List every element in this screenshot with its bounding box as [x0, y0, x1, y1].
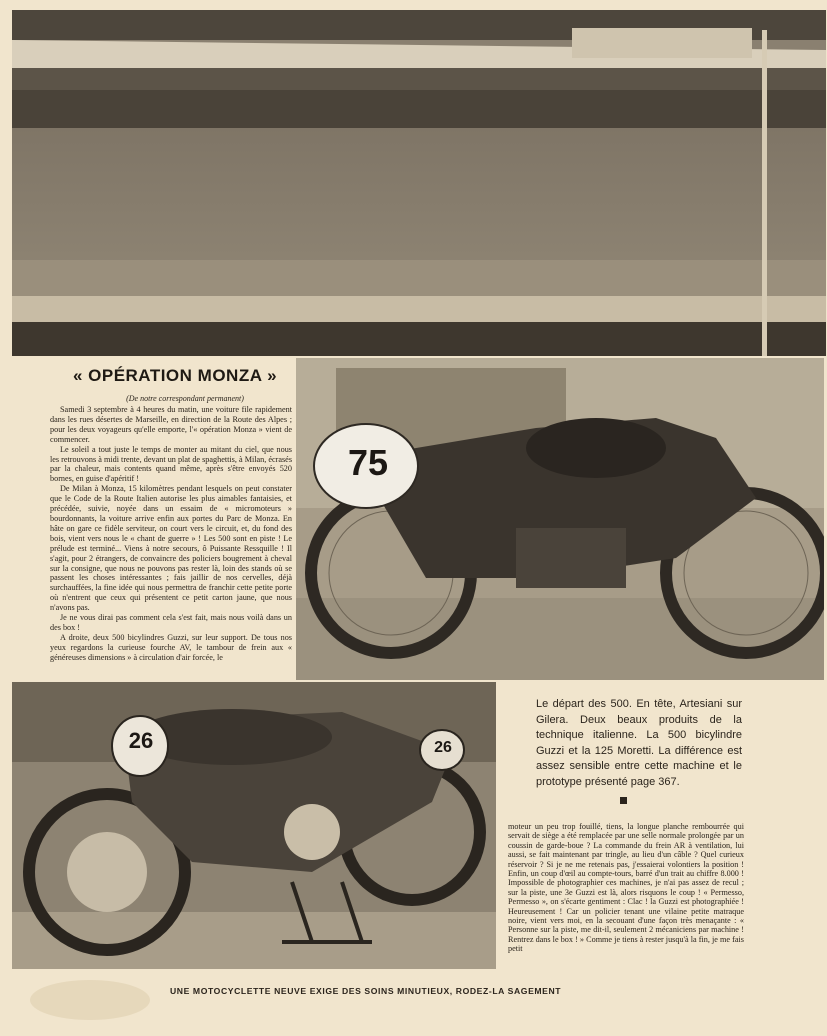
article-paragraph: Le soleil a tout juste le temps de monter au mitant du ciel, que nous les retrouvons à midi trente, devant un plat de spaghettis, à Milan, écrasés par la chaleur, mais contents quand même, après s'être envoyés 520 bornes, en guise d'apéritif ! — [50, 444, 292, 484]
race-start-photo — [12, 10, 826, 356]
article-paragraph: De Milan à Monza, 15 kilomètres pendant lesquels on peut constater que le Code de la Route Italien autorise les plus aimables fantaisies, et précédée, suivie, noyée dans un essaim de « micromoteurs » bourdonnants, la voiture arrive enfin aux portes du Parc de Monza. En hâte on gare ce fidèle serviteur, on court vers le circuit, et, du fond des bois, vient vers nous le « chant de guerre » ! Les 500 sont en piste ! Le prélude est terminé... Viens à notre secours, ô Puissante Ressquille ! Il s'agit, pour 2 étrangers, de convaincre des policiers bougrement à cheval sur la consigne, que nous ne pouvons pas rester là, loin des stands où se passent les choses intéressantes ; fais jaillir de nos cervelles, déjà surchauffées, la fine idée qui nous permettra de franchir cette petite porte où n'entrent que ceux qui présentent ce petit carton jaune, que nous n'avons pas. — [50, 484, 292, 613]
article-body — [50, 405, 292, 663]
motorcycle-75-photo — [296, 358, 824, 680]
article-paragraph: Je ne vous dirai pas comment cela s'est fait, mais nous voilà dans un des box ! — [50, 613, 292, 632]
article-headline: « OPÉRATION MONZA » — [72, 366, 278, 385]
motorcycle-26-photo — [12, 682, 496, 969]
article-paragraph: Samedi 3 septembre à 4 heures du matin, une voiture file rapidement dans les rues désertes de Marseille, en direction de la Route des Alpes ; pour les deux voyageurs qu'elle emporte, l'« opération Monza » vient de commencer. — [50, 405, 292, 444]
footer-slogan: UNE MOTOCYCLETTE NEUVE EXIGE DES SOINS MINUTIEUX, RODEZ-LA SAGEMENT — [170, 986, 562, 996]
race-number-26: 26 — [128, 728, 154, 753]
article-continuation: moteur un peu trop fouillé, tiens, la longue planche rembourrée qui servait de siège a été remplacée par une selle normale prolongée par un coussin de garde-boue ? La commande du frein AR à ventilation, lui aussi, se fait maintenant par tringle, au lieu d'un câble ? Quel curieux réservoir ? Si je ne me retenais pas, j'essaierai volontiers la position ! Enfin, un coup d'œil au compte-tours, barré d'un trait au chiffre 8.000 ! Impossible de photographier ces machines, je n'ai pas assez de recul ; sur la piste, une 3e Guzzi est là, alors risquons le coup ! « Permesso, Permesso », on s'écarte gentiment : Clac ! la Guzzi est photographiée ! Heureusement ! Car un policier tenant une vilaine petite matraque noire, vient vers moi, en la secouant d'une façon très menaçante : « Personne sur la piste, me dit-il, seulement 2 mécaniciens par machine ! Rentrez dans le box ! » Comme je tiens à rester jusqu'à la fin, je me fais petit — [508, 822, 744, 954]
race-number-26-tail: 26 — [434, 739, 452, 756]
photo-caption: Le départ des 500. En tête, Artesiani sur Gilera. Deux beaux produits de la technique italienne. La 500 bicylindre Guzzi et la 125 Moretti. La différence est assez sensible entre cette machine et le prototype présenté page 367. — [536, 698, 742, 788]
article-byline: (De notre correspondant permanent) — [126, 394, 244, 403]
race-number-75: 75 — [347, 442, 389, 483]
section-square-marker — [620, 797, 627, 804]
paper-stain — [30, 980, 150, 1020]
article-paragraph: A droite, deux 500 bicylindres Guzzi, sur leur support. De tous nos yeux regardons la curieuse fourche AV, le tambour de frein aux « généreuses dimensions » à circulation d'air forcée, le — [50, 632, 292, 662]
